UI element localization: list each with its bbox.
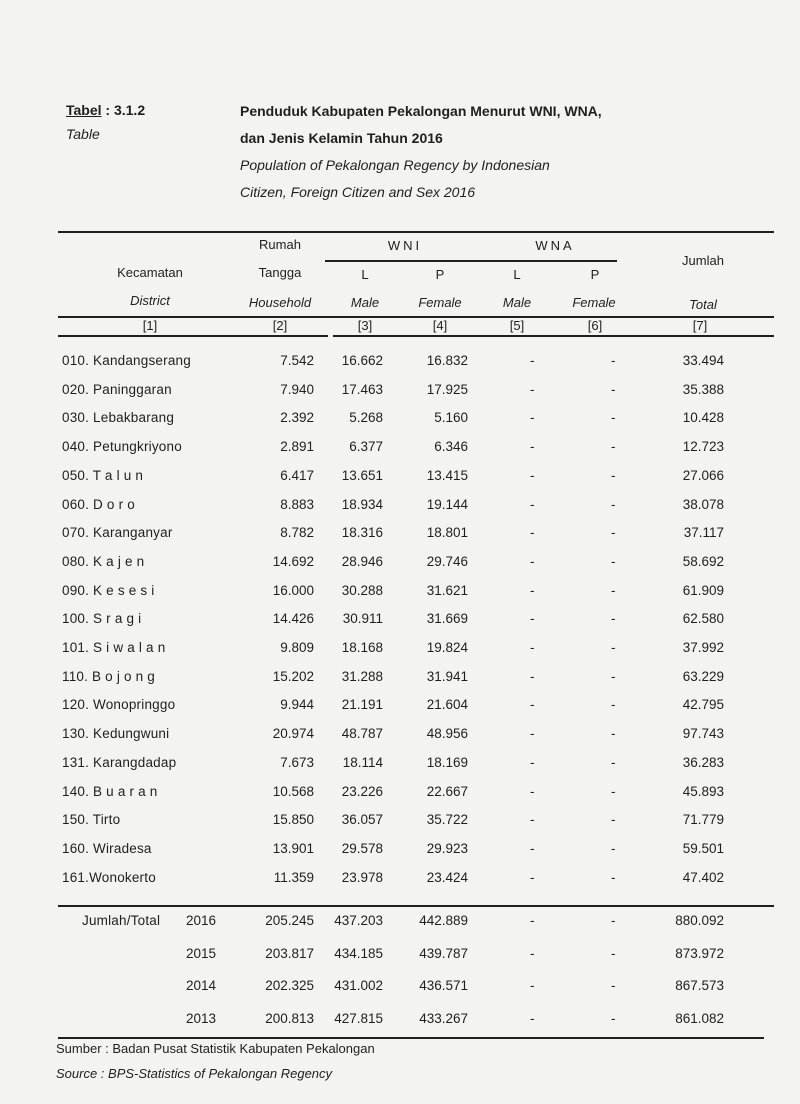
wni-female-cell: 19.144 (426, 496, 468, 512)
header-district-id: Kecamatan (117, 265, 183, 280)
table-row (58, 697, 774, 717)
table-row (58, 640, 774, 660)
total-cell: 37.117 (683, 525, 724, 541)
district-cell: 040. Petungkriyono (62, 439, 182, 455)
table-title (240, 98, 602, 206)
wni-female-cell: 48.956 (426, 726, 468, 742)
wna-female-cell: - (611, 840, 616, 856)
wni-male-cell: 427.815 (334, 1010, 383, 1026)
household-cell: 10.568 (272, 783, 314, 799)
header-wni-male-id: L (361, 267, 369, 282)
wni-female-cell: 13.415 (426, 467, 468, 483)
colnum-2: [2] (272, 318, 288, 333)
wna-female-cell: - (611, 945, 616, 961)
header-wna: WNA (535, 238, 575, 253)
wni-female-cell: 436.571 (419, 978, 468, 993)
wna-female-cell: - (611, 553, 616, 569)
wna-female-cell: - (611, 439, 616, 455)
table-row (58, 726, 774, 746)
wna-female-cell: - (611, 754, 616, 770)
colnum-1: [1] (142, 318, 158, 333)
wna-male-cell: - (530, 754, 535, 770)
header-household-en: Household (248, 295, 312, 310)
wna-male-cell: - (530, 640, 535, 655)
total-cell: 33.494 (682, 353, 724, 368)
wni-female-cell: 16.832 (426, 353, 468, 368)
wni-female-cell: 23.424 (426, 869, 468, 885)
wna-male-cell: - (530, 945, 535, 961)
household-cell: 15.850 (272, 812, 314, 828)
household-cell: 205.245 (265, 913, 314, 928)
wni-female-cell: 17.925 (426, 381, 468, 397)
wni-female-cell: 35.722 (426, 812, 468, 828)
district-cell: 131. Karangdadap (62, 754, 177, 770)
wni-female-cell: 433.267 (419, 1010, 468, 1026)
wna-male-cell: - (530, 668, 535, 684)
wni-male-cell: 18.114 (342, 754, 383, 770)
colnum-4: [4] (432, 318, 448, 333)
wni-female-cell: 31.941 (426, 668, 468, 684)
household-cell: 9.944 (280, 697, 314, 713)
wni-male-cell: 21.191 (341, 697, 383, 713)
header-wni-female-id: P (435, 267, 445, 282)
totals-label: Jumlah/Total (82, 913, 161, 928)
wna-male-cell: - (530, 840, 535, 856)
wni-male-cell: 5.268 (349, 410, 383, 426)
table-row (58, 611, 774, 631)
household-cell: 14.426 (272, 611, 314, 627)
district-cell: 070. Karanganyar (62, 525, 173, 541)
total-cell: 42.795 (682, 697, 724, 713)
household-cell: 16.000 (272, 582, 314, 598)
wni-male-cell: 18.168 (341, 640, 383, 655)
wni-male-cell: 16.662 (341, 353, 383, 368)
district-cell: 140. B u a r a n (62, 783, 158, 799)
header-wna-female-id: P (590, 267, 600, 282)
household-cell: 14.692 (272, 553, 314, 569)
wna-female-cell: - (611, 467, 616, 483)
table-row (58, 353, 774, 373)
totals-row (58, 1011, 774, 1031)
year-cell: 2014 (186, 978, 217, 993)
wni-female-cell: 29.923 (426, 840, 468, 856)
colnum-rule-right (333, 335, 774, 337)
wna-male-cell: - (530, 381, 535, 397)
household-cell: 7.940 (280, 381, 314, 397)
totals-row (58, 913, 774, 933)
wni-female-cell: 18.169 (426, 754, 468, 770)
household-cell: 6.417 (280, 467, 314, 483)
household-cell: 2.891 (280, 439, 314, 455)
total-cell: 27.066 (682, 467, 724, 483)
total-cell: 36.283 (682, 754, 724, 770)
total-cell: 71.779 (682, 812, 724, 828)
wni-female-cell: 22.667 (426, 783, 468, 799)
wna-male-cell: - (530, 525, 535, 541)
table-row (58, 812, 774, 832)
table-row (58, 439, 774, 459)
wna-male-cell: - (530, 467, 535, 483)
total-cell: 37.992 (682, 640, 724, 655)
wna-male-cell: - (530, 410, 535, 426)
wni-male-cell: 29.578 (341, 840, 383, 856)
household-cell: 15.202 (272, 668, 314, 684)
wna-male-cell: - (530, 439, 535, 455)
household-cell: 8.883 (280, 496, 314, 512)
wna-female-cell: - (611, 410, 616, 426)
wni-male-cell: 30.911 (342, 611, 383, 627)
total-cell: 62.580 (682, 611, 724, 627)
header-total-id: Jumlah (682, 253, 724, 268)
wni-male-cell: 434.185 (334, 945, 383, 961)
totals-row (58, 946, 774, 966)
wni-female-cell: 5.160 (434, 410, 468, 426)
district-cell: 100. S r a g i (62, 611, 142, 627)
wna-female-cell: - (611, 668, 616, 684)
wni-male-cell: 437.203 (334, 913, 383, 928)
wna-female-cell: - (611, 640, 616, 655)
total-cell: 97.743 (682, 726, 724, 742)
household-cell: 9.809 (280, 640, 314, 655)
colnum-7: [7] (692, 318, 708, 333)
title-id-line2: dan Jenis Kelamin Tahun 2016 (240, 130, 443, 146)
table-row (58, 755, 774, 775)
header-wna-female-en: Female (572, 295, 616, 310)
district-cell: 160. Wiradesa (62, 840, 152, 856)
total-cell: 12.723 (682, 439, 724, 455)
header-household-id-2: Tangga (258, 265, 302, 280)
table-row (58, 410, 774, 430)
wni-male-cell: 6.377 (349, 439, 383, 455)
wni-female-cell: 439.787 (419, 945, 468, 961)
wni-female-cell: 31.621 (426, 582, 468, 598)
district-cell: 080. K a j e n (62, 553, 145, 569)
household-cell: 200.813 (265, 1010, 314, 1026)
title-id-line1: Penduduk Kabupaten Pekalongan Menurut WNI, WNA, (240, 103, 602, 119)
totals-rule (58, 905, 774, 907)
header-wna-male-id: L (513, 267, 521, 282)
district-cell: 060. D o r o (62, 496, 135, 512)
total-cell: 61.909 (682, 582, 724, 598)
wna-female-cell: - (611, 381, 616, 397)
wna-female-cell: - (611, 783, 616, 799)
title-en-line1: Population of Pekalongan Regency by Indonesian (240, 157, 550, 173)
table-row (58, 784, 774, 804)
district-cell: 101. S i w a l a n (62, 640, 166, 655)
wni-male-cell: 17.463 (341, 381, 383, 397)
total-cell: 63.229 (682, 668, 724, 684)
table-label-en: Table (66, 126, 100, 142)
household-cell: 8.782 (280, 525, 314, 541)
table-row (58, 583, 774, 603)
wna-male-cell: - (530, 783, 535, 799)
wni-female-cell: 6.346 (434, 439, 468, 455)
total-cell: 45.893 (682, 783, 724, 799)
wna-male-cell: - (530, 978, 535, 993)
household-cell: 7.542 (280, 353, 314, 368)
wna-male-cell: - (530, 726, 535, 742)
header-district-en: District (130, 293, 170, 308)
table-number: : 3.1.2 (105, 102, 146, 118)
header-wni-female-en: Female (418, 295, 462, 310)
group-rule (325, 260, 617, 262)
wna-male-cell: - (530, 869, 535, 885)
wni-female-cell: 442.889 (419, 913, 468, 928)
wni-male-cell: 18.934 (341, 496, 383, 512)
year-cell: 2016 (186, 913, 217, 928)
table-row (58, 870, 774, 890)
district-cell: 130. Kedungwuni (62, 726, 170, 742)
district-cell: 030. Lebakbarang (62, 410, 175, 426)
wni-female-cell: 21.604 (426, 697, 468, 713)
wna-female-cell: - (611, 611, 616, 627)
wna-female-cell: - (611, 726, 616, 742)
year-cell: 2015 (186, 945, 217, 961)
wna-male-cell: - (530, 353, 535, 368)
wni-male-cell: 23.226 (341, 783, 383, 799)
table-row (58, 669, 774, 689)
wna-male-cell: - (530, 697, 535, 713)
wna-male-cell: - (530, 812, 535, 828)
wni-male-cell: 36.057 (341, 812, 383, 828)
wni-male-cell: 48.787 (341, 726, 383, 742)
wna-female-cell: - (611, 812, 616, 828)
wna-female-cell: - (611, 978, 616, 993)
header-household-id-1: Rumah (259, 237, 301, 252)
district-cell: 120. Wonopringgo (62, 697, 176, 713)
total-cell: 861.082 (675, 1010, 724, 1026)
table-row (58, 841, 774, 861)
total-cell: 35.388 (682, 381, 724, 397)
wna-female-cell: - (611, 525, 616, 541)
district-cell: 010. Kandangserang (62, 353, 191, 368)
district-cell: 161.Wonokerto (62, 869, 156, 885)
wni-male-cell: 28.946 (341, 553, 383, 569)
table-row (58, 497, 774, 517)
year-cell: 2013 (186, 1010, 217, 1026)
household-cell: 202.325 (265, 978, 314, 993)
colnum-6: [6] (587, 318, 603, 333)
household-cell: 203.817 (265, 945, 314, 961)
wna-male-cell: - (530, 611, 535, 627)
top-rule (58, 231, 774, 233)
header-total-en: Total (689, 297, 717, 312)
table-row (58, 468, 774, 488)
wni-female-cell: 31.669 (426, 611, 468, 627)
total-cell: 10.428 (682, 410, 724, 426)
wna-male-cell: - (530, 582, 535, 598)
wni-male-cell: 18.316 (341, 525, 383, 541)
wni-male-cell: 23.978 (341, 869, 383, 885)
wna-male-cell: - (530, 1010, 535, 1026)
wna-female-cell: - (611, 913, 616, 928)
table-row (58, 554, 774, 574)
wna-female-cell: - (611, 697, 616, 713)
totals-row (58, 978, 774, 998)
wni-male-cell: 431.002 (334, 978, 383, 993)
colnum-5: [5] (509, 318, 525, 333)
wni-male-cell: 30.288 (341, 582, 383, 598)
source-en: Source : BPS-Statistics of Pekalongan Regency (56, 1066, 333, 1081)
household-cell: 11.359 (273, 869, 314, 885)
source-id: Sumber : Badan Pusat Statistik Kabupaten Pekalongan (56, 1041, 375, 1056)
total-cell: 58.692 (682, 553, 724, 569)
wna-male-cell: - (530, 496, 535, 512)
wni-male-cell: 13.651 (341, 467, 383, 483)
title-en-line2: Citizen, Foreign Citizen and Sex 2016 (240, 184, 476, 200)
total-cell: 59.501 (682, 840, 724, 856)
table-row (58, 382, 774, 402)
wna-female-cell: - (611, 582, 616, 598)
table-label (66, 98, 145, 146)
total-cell: 880.092 (675, 913, 724, 928)
wni-female-cell: 29.746 (426, 553, 468, 569)
header-wna-male-en: Male (502, 295, 532, 310)
district-cell: 020. Paninggaran (62, 381, 172, 397)
household-cell: 7.673 (280, 754, 314, 770)
household-cell: 20.974 (272, 726, 314, 742)
table-row (58, 525, 774, 545)
wni-male-cell: 31.288 (341, 668, 383, 684)
district-cell: 150. Tirto (62, 812, 121, 828)
header-wni-male-en: Male (350, 295, 380, 310)
wna-female-cell: - (611, 869, 616, 885)
colnum-3: [3] (357, 318, 373, 333)
total-cell: 47.402 (682, 869, 724, 885)
district-cell: 110. B o j o n g (62, 668, 156, 684)
bottom-rule (58, 1037, 764, 1039)
household-cell: 13.901 (272, 840, 314, 856)
total-cell: 38.078 (682, 496, 724, 512)
wna-female-cell: - (611, 1010, 616, 1026)
total-cell: 873.972 (675, 945, 724, 961)
header-wni: WNI (387, 238, 423, 253)
district-cell: 090. K e s e s i (62, 582, 155, 598)
wna-female-cell: - (611, 496, 616, 512)
wna-male-cell: - (530, 553, 535, 569)
wna-male-cell: - (530, 913, 535, 928)
wni-female-cell: 19.824 (426, 640, 468, 655)
total-cell: 867.573 (675, 978, 724, 993)
wna-female-cell: - (611, 353, 616, 368)
household-cell: 2.392 (280, 410, 314, 426)
colnum-rule-left (58, 335, 328, 337)
table-label-id: Tabel (66, 102, 102, 118)
wni-female-cell: 18.801 (426, 525, 468, 541)
district-cell: 050. T a l u n (62, 467, 144, 483)
